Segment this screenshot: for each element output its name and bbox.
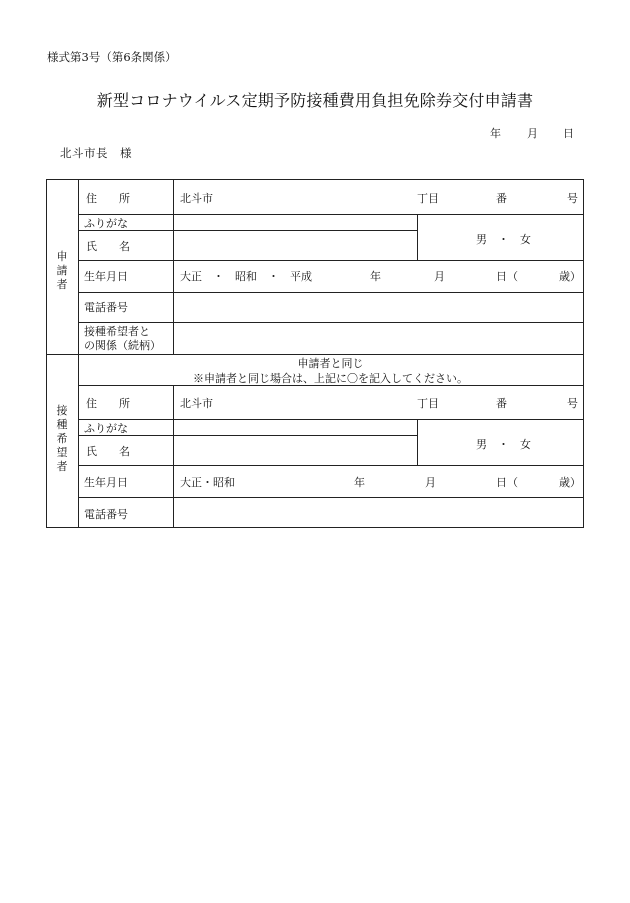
same-as-applicant-option[interactable]: 申請者と同じ [297, 357, 364, 370]
sex-column-divider-applicant [417, 214, 418, 260]
date-month-label: 月 [527, 127, 538, 140]
recipient-birth-age: 歳） [559, 476, 581, 489]
row-line [78, 419, 583, 420]
recipient-phone-label: 電話番号 [84, 508, 128, 521]
row-line [78, 435, 417, 436]
relation-label-line2: の関係（続柄） [84, 339, 161, 352]
row-line [78, 292, 583, 293]
applicant-section-label: 申 請 者 [56, 250, 68, 291]
date-year-label: 年 [490, 127, 501, 140]
applicant-birth-label: 生年月日 [84, 270, 128, 283]
recipient-sex[interactable]: 男 ・ 女 [476, 438, 531, 451]
recipient-address-go: 号 [567, 397, 578, 410]
recipient-birth-day: 日（ [496, 476, 518, 489]
date-day-label: 日 [563, 127, 574, 140]
applicant-birth-eras[interactable]: 大正 ・ 昭和 ・ 平成 [180, 270, 312, 283]
same-as-applicant-note: ※申請者と同じ場合は、上記に〇を記入してください。 [193, 372, 468, 385]
applicant-birth-month: 月 [434, 270, 445, 283]
recipient-birth-month: 月 [425, 476, 436, 489]
recipient-birth-eras[interactable]: 大正・昭和 [180, 476, 235, 489]
recipient-section-label: 接 種 希 望 者 [56, 404, 68, 473]
addressee: 北斗市長 様 [60, 146, 132, 160]
applicant-address-label: 住 所 [86, 192, 130, 205]
recipient-address-chome: 丁目 [417, 397, 439, 410]
recipient-furigana-label: ふりがな [84, 422, 128, 435]
row-line [78, 214, 583, 215]
recipient-address-city: 北斗市 [180, 397, 213, 410]
document-title: 新型コロナウイルス定期予防接種費用負担免除券交付申請書 [96, 91, 534, 110]
applicant-birth-year: 年 [370, 270, 381, 283]
recipient-address-label: 住 所 [86, 397, 130, 410]
applicant-furigana-label: ふりがな [84, 217, 128, 230]
label-column-divider-recipient [173, 385, 174, 527]
applicant-address-city: 北斗市 [180, 192, 213, 205]
applicant-phone-label: 電話番号 [84, 301, 128, 314]
row-line [78, 322, 583, 323]
recipient-name-label: 氏 名 [86, 445, 130, 458]
applicant-birth-day: 日（ [496, 270, 518, 283]
label-column-divider-applicant [173, 180, 174, 354]
applicant-name-label: 氏 名 [86, 240, 130, 253]
applicant-birth-age: 歳） [559, 270, 581, 283]
application-form-table [46, 179, 584, 528]
row-line [78, 260, 583, 261]
applicant-address-go: 号 [567, 192, 578, 205]
applicant-sex[interactable]: 男 ・ 女 [476, 233, 531, 246]
applicant-address-chome: 丁目 [417, 192, 439, 205]
form-number: 様式第3号（第6条関係） [47, 50, 177, 64]
recipient-birth-year: 年 [354, 476, 365, 489]
relation-label-line1: 接種希望者と [84, 325, 150, 338]
recipient-address-ban: 番 [496, 397, 507, 410]
applicant-address-ban: 番 [496, 192, 507, 205]
recipient-birth-label: 生年月日 [84, 476, 128, 489]
row-line [78, 497, 583, 498]
row-line [78, 230, 417, 231]
row-line [78, 465, 583, 466]
sex-column-divider-recipient [417, 419, 418, 465]
